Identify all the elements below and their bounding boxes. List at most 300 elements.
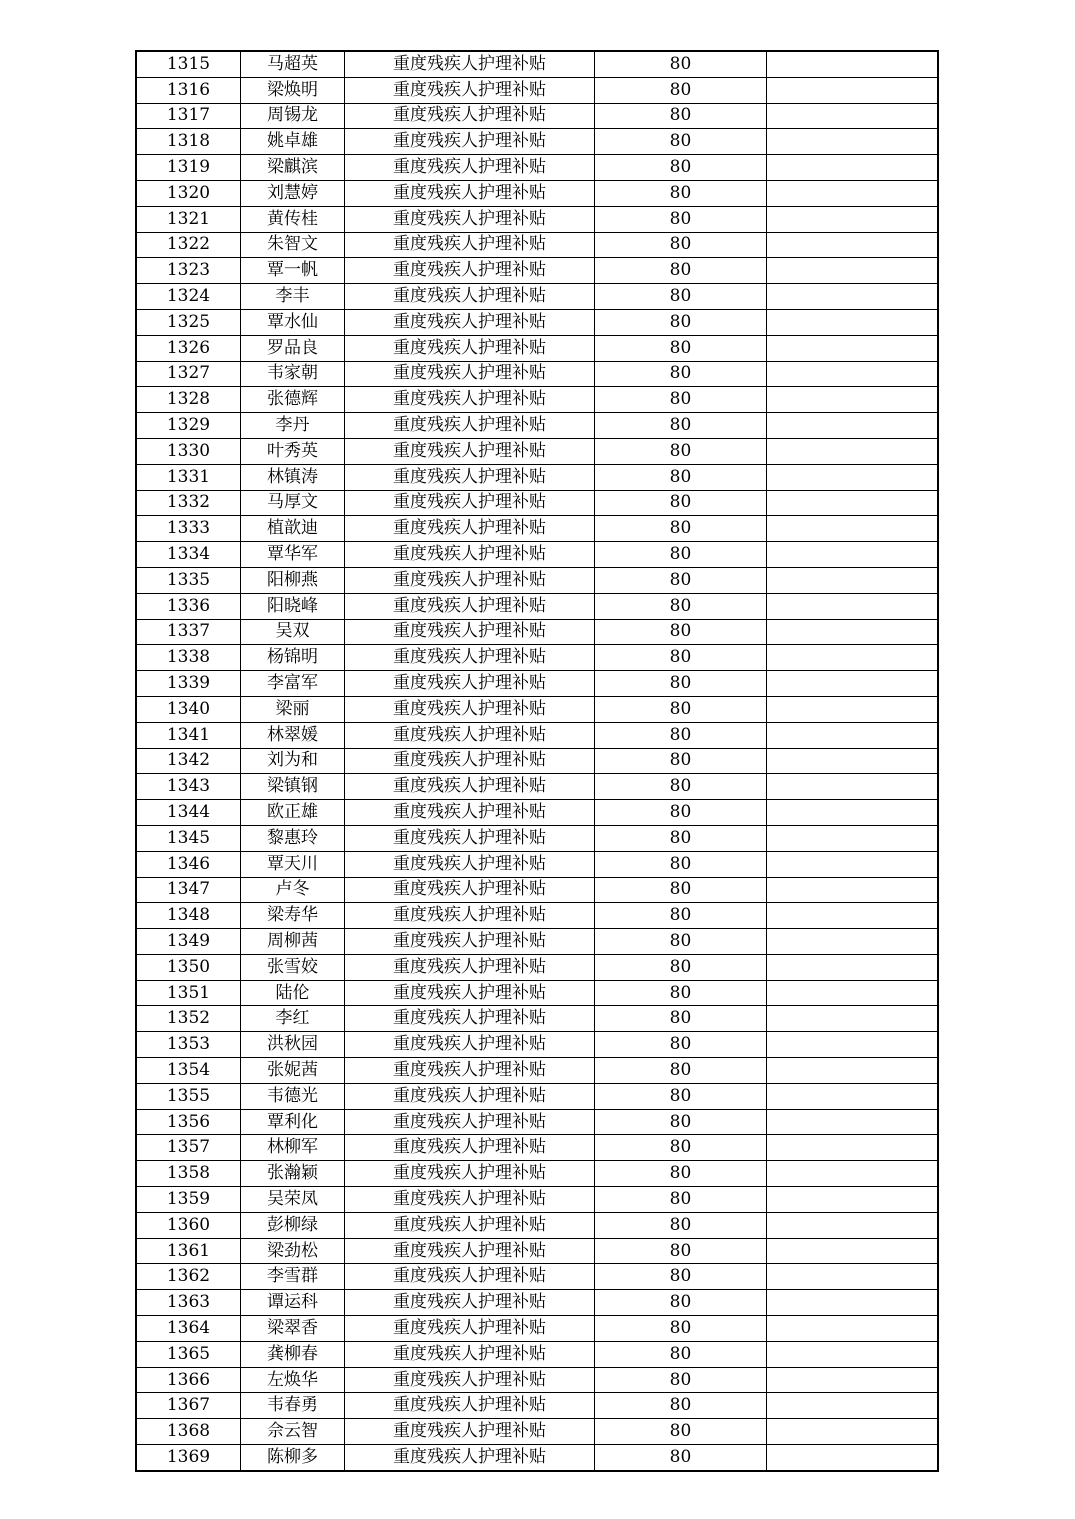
amount-cell: 80 xyxy=(595,619,767,645)
row-number-cell: 1333 xyxy=(136,516,241,542)
row-number-cell: 1338 xyxy=(136,645,241,671)
remark-cell xyxy=(767,1032,939,1058)
person-name-cell: 张德辉 xyxy=(241,387,345,413)
amount-cell: 80 xyxy=(595,954,767,980)
remark-cell xyxy=(767,1006,939,1032)
subsidy-type-cell: 重度残疾人护理补贴 xyxy=(345,645,595,671)
row-number-cell: 1365 xyxy=(136,1341,241,1367)
table-row xyxy=(136,413,938,439)
row-number-cell: 1357 xyxy=(136,1135,241,1161)
row-number-cell: 1348 xyxy=(136,903,241,929)
row-number-cell: 1341 xyxy=(136,722,241,748)
amount-cell: 80 xyxy=(595,1341,767,1367)
row-number-cell: 1324 xyxy=(136,284,241,310)
amount-cell: 80 xyxy=(595,1135,767,1161)
person-name-cell: 林翠媛 xyxy=(241,722,345,748)
row-number-cell: 1347 xyxy=(136,877,241,903)
remark-cell xyxy=(767,929,939,955)
subsidy-type-cell: 重度残疾人护理补贴 xyxy=(345,284,595,310)
table-row xyxy=(136,438,938,464)
subsidy-type-cell: 重度残疾人护理补贴 xyxy=(345,1187,595,1213)
table-row xyxy=(136,1058,938,1084)
table-row xyxy=(136,1445,938,1471)
amount-cell: 80 xyxy=(595,180,767,206)
table-row xyxy=(136,696,938,722)
remark-cell xyxy=(767,387,939,413)
person-name-cell: 洪秋园 xyxy=(241,1032,345,1058)
row-number-cell: 1328 xyxy=(136,387,241,413)
table-row xyxy=(136,1135,938,1161)
amount-cell: 80 xyxy=(595,1006,767,1032)
row-number-cell: 1349 xyxy=(136,929,241,955)
person-name-cell: 梁翠香 xyxy=(241,1316,345,1342)
subsidy-type-cell: 重度残疾人护理补贴 xyxy=(345,774,595,800)
amount-cell: 80 xyxy=(595,361,767,387)
row-number-cell: 1354 xyxy=(136,1058,241,1084)
row-number-cell: 1356 xyxy=(136,1109,241,1135)
row-number-cell: 1361 xyxy=(136,1238,241,1264)
remark-cell xyxy=(767,567,939,593)
table-row xyxy=(136,464,938,490)
remark-cell xyxy=(767,774,939,800)
amount-cell: 80 xyxy=(595,1393,767,1419)
person-name-cell: 梁麒滨 xyxy=(241,155,345,181)
person-name-cell: 梁镇钢 xyxy=(241,774,345,800)
table-row xyxy=(136,567,938,593)
row-number-cell: 1342 xyxy=(136,748,241,774)
table-row xyxy=(136,800,938,826)
subsidy-type-cell: 重度残疾人护理补贴 xyxy=(345,1161,595,1187)
row-number-cell: 1326 xyxy=(136,335,241,361)
row-number-cell: 1316 xyxy=(136,77,241,103)
table-row xyxy=(136,129,938,155)
remark-cell xyxy=(767,1367,939,1393)
subsidy-type-cell: 重度残疾人护理补贴 xyxy=(345,103,595,129)
person-name-cell: 韦家朝 xyxy=(241,361,345,387)
person-name-cell: 梁寿华 xyxy=(241,903,345,929)
row-number-cell: 1317 xyxy=(136,103,241,129)
table-row xyxy=(136,1109,938,1135)
amount-cell: 80 xyxy=(595,1264,767,1290)
amount-cell: 80 xyxy=(595,671,767,697)
amount-cell: 80 xyxy=(595,1161,767,1187)
subsidy-type-cell: 重度残疾人护理补贴 xyxy=(345,180,595,206)
subsidy-type-cell: 重度残疾人护理补贴 xyxy=(345,438,595,464)
subsidy-type-cell: 重度残疾人护理补贴 xyxy=(345,1238,595,1264)
row-number-cell: 1364 xyxy=(136,1316,241,1342)
remark-cell xyxy=(767,413,939,439)
remark-cell xyxy=(767,1419,939,1445)
amount-cell: 80 xyxy=(595,103,767,129)
table-row xyxy=(136,1187,938,1213)
row-number-cell: 1355 xyxy=(136,1083,241,1109)
remark-cell xyxy=(767,1238,939,1264)
amount-cell: 80 xyxy=(595,490,767,516)
remark-cell xyxy=(767,155,939,181)
subsidy-type-cell: 重度残疾人护理补贴 xyxy=(345,155,595,181)
person-name-cell: 吴双 xyxy=(241,619,345,645)
row-number-cell: 1334 xyxy=(136,542,241,568)
table-row xyxy=(136,851,938,877)
subsidy-type-cell: 重度残疾人护理补贴 xyxy=(345,722,595,748)
remark-cell xyxy=(767,1187,939,1213)
amount-cell: 80 xyxy=(595,877,767,903)
remark-cell xyxy=(767,645,939,671)
table-row xyxy=(136,1032,938,1058)
row-number-cell: 1336 xyxy=(136,593,241,619)
subsidy-type-cell: 重度残疾人护理补贴 xyxy=(345,361,595,387)
table-row xyxy=(136,593,938,619)
table-row xyxy=(136,1264,938,1290)
person-name-cell: 韦春勇 xyxy=(241,1393,345,1419)
subsidy-type-cell: 重度残疾人护理补贴 xyxy=(345,1212,595,1238)
subsidy-type-cell: 重度残疾人护理补贴 xyxy=(345,206,595,232)
remark-cell xyxy=(767,77,939,103)
table-row xyxy=(136,155,938,181)
person-name-cell: 覃水仙 xyxy=(241,309,345,335)
table-row xyxy=(136,748,938,774)
subsidy-type-cell: 重度残疾人护理补贴 xyxy=(345,877,595,903)
subsidy-type-cell: 重度残疾人护理补贴 xyxy=(345,929,595,955)
row-number-cell: 1350 xyxy=(136,954,241,980)
remark-cell xyxy=(767,335,939,361)
amount-cell: 80 xyxy=(595,903,767,929)
row-number-cell: 1352 xyxy=(136,1006,241,1032)
table-row xyxy=(136,1161,938,1187)
person-name-cell: 杨锦明 xyxy=(241,645,345,671)
amount-cell: 80 xyxy=(595,206,767,232)
row-number-cell: 1353 xyxy=(136,1032,241,1058)
table-row xyxy=(136,929,938,955)
remark-cell xyxy=(767,490,939,516)
subsidy-roster-table xyxy=(135,50,939,1472)
person-name-cell: 马超英 xyxy=(241,51,345,77)
amount-cell: 80 xyxy=(595,129,767,155)
table-row xyxy=(136,1083,938,1109)
roster-table-body xyxy=(136,51,938,1471)
row-number-cell: 1351 xyxy=(136,980,241,1006)
person-name-cell: 覃天川 xyxy=(241,851,345,877)
remark-cell xyxy=(767,464,939,490)
table-row xyxy=(136,1238,938,1264)
row-number-cell: 1325 xyxy=(136,309,241,335)
remark-cell xyxy=(767,748,939,774)
subsidy-type-cell: 重度残疾人护理补贴 xyxy=(345,954,595,980)
table-row xyxy=(136,103,938,129)
table-row xyxy=(136,51,938,77)
amount-cell: 80 xyxy=(595,1212,767,1238)
amount-cell: 80 xyxy=(595,309,767,335)
row-number-cell: 1337 xyxy=(136,619,241,645)
remark-cell xyxy=(767,696,939,722)
row-number-cell: 1332 xyxy=(136,490,241,516)
row-number-cell: 1321 xyxy=(136,206,241,232)
person-name-cell: 李雪群 xyxy=(241,1264,345,1290)
subsidy-type-cell: 重度残疾人护理补贴 xyxy=(345,387,595,413)
person-name-cell: 林柳军 xyxy=(241,1135,345,1161)
table-row xyxy=(136,1341,938,1367)
person-name-cell: 阳柳燕 xyxy=(241,567,345,593)
row-number-cell: 1346 xyxy=(136,851,241,877)
row-number-cell: 1320 xyxy=(136,180,241,206)
table-row xyxy=(136,1006,938,1032)
amount-cell: 80 xyxy=(595,1419,767,1445)
remark-cell xyxy=(767,1109,939,1135)
remark-cell xyxy=(767,438,939,464)
remark-cell xyxy=(767,1058,939,1084)
row-number-cell: 1323 xyxy=(136,258,241,284)
subsidy-type-cell: 重度残疾人护理补贴 xyxy=(345,1290,595,1316)
row-number-cell: 1343 xyxy=(136,774,241,800)
amount-cell: 80 xyxy=(595,1032,767,1058)
amount-cell: 80 xyxy=(595,593,767,619)
subsidy-type-cell: 重度残疾人护理补贴 xyxy=(345,490,595,516)
table-row xyxy=(136,980,938,1006)
subsidy-type-cell: 重度残疾人护理补贴 xyxy=(345,1135,595,1161)
subsidy-type-cell: 重度残疾人护理补贴 xyxy=(345,1058,595,1084)
table-row xyxy=(136,877,938,903)
person-name-cell: 梁劲松 xyxy=(241,1238,345,1264)
person-name-cell: 李丰 xyxy=(241,284,345,310)
subsidy-type-cell: 重度残疾人护理补贴 xyxy=(345,1264,595,1290)
amount-cell: 80 xyxy=(595,1187,767,1213)
table-row xyxy=(136,722,938,748)
remark-cell xyxy=(767,284,939,310)
table-row xyxy=(136,387,938,413)
remark-cell xyxy=(767,903,939,929)
subsidy-type-cell: 重度残疾人护理补贴 xyxy=(345,567,595,593)
amount-cell: 80 xyxy=(595,774,767,800)
person-name-cell: 刘为和 xyxy=(241,748,345,774)
person-name-cell: 彭柳绿 xyxy=(241,1212,345,1238)
table-row xyxy=(136,1316,938,1342)
row-number-cell: 1329 xyxy=(136,413,241,439)
table-row xyxy=(136,954,938,980)
amount-cell: 80 xyxy=(595,1290,767,1316)
table-row xyxy=(136,645,938,671)
subsidy-type-cell: 重度残疾人护理补贴 xyxy=(345,696,595,722)
amount-cell: 80 xyxy=(595,413,767,439)
remark-cell xyxy=(767,1083,939,1109)
remark-cell xyxy=(767,1212,939,1238)
amount-cell: 80 xyxy=(595,232,767,258)
table-row xyxy=(136,1212,938,1238)
remark-cell xyxy=(767,1290,939,1316)
amount-cell: 80 xyxy=(595,1367,767,1393)
person-name-cell: 梁焕明 xyxy=(241,77,345,103)
subsidy-type-cell: 重度残疾人护理补贴 xyxy=(345,516,595,542)
remark-cell xyxy=(767,1393,939,1419)
subsidy-type-cell: 重度残疾人护理补贴 xyxy=(345,309,595,335)
amount-cell: 80 xyxy=(595,722,767,748)
table-row xyxy=(136,542,938,568)
table-row xyxy=(136,258,938,284)
subsidy-type-cell: 重度残疾人护理补贴 xyxy=(345,1109,595,1135)
subsidy-type-cell: 重度残疾人护理补贴 xyxy=(345,800,595,826)
remark-cell xyxy=(767,722,939,748)
amount-cell: 80 xyxy=(595,800,767,826)
table-row xyxy=(136,335,938,361)
person-name-cell: 张妮茜 xyxy=(241,1058,345,1084)
row-number-cell: 1327 xyxy=(136,361,241,387)
row-number-cell: 1344 xyxy=(136,800,241,826)
row-number-cell: 1330 xyxy=(136,438,241,464)
person-name-cell: 张瀚颖 xyxy=(241,1161,345,1187)
row-number-cell: 1318 xyxy=(136,129,241,155)
remark-cell xyxy=(767,1341,939,1367)
row-number-cell: 1359 xyxy=(136,1187,241,1213)
person-name-cell: 陈柳多 xyxy=(241,1445,345,1471)
remark-cell xyxy=(767,800,939,826)
person-name-cell: 周柳茜 xyxy=(241,929,345,955)
person-name-cell: 朱智文 xyxy=(241,232,345,258)
remark-cell xyxy=(767,258,939,284)
subsidy-type-cell: 重度残疾人护理补贴 xyxy=(345,980,595,1006)
table-row xyxy=(136,1393,938,1419)
row-number-cell: 1358 xyxy=(136,1161,241,1187)
row-number-cell: 1339 xyxy=(136,671,241,697)
row-number-cell: 1345 xyxy=(136,825,241,851)
amount-cell: 80 xyxy=(595,645,767,671)
table-row xyxy=(136,1290,938,1316)
person-name-cell: 叶秀英 xyxy=(241,438,345,464)
amount-cell: 80 xyxy=(595,1445,767,1471)
person-name-cell: 周锡龙 xyxy=(241,103,345,129)
amount-cell: 80 xyxy=(595,516,767,542)
remark-cell xyxy=(767,877,939,903)
subsidy-type-cell: 重度残疾人护理补贴 xyxy=(345,232,595,258)
remark-cell xyxy=(767,180,939,206)
subsidy-type-cell: 重度残疾人护理补贴 xyxy=(345,1393,595,1419)
subsidy-type-cell: 重度残疾人护理补贴 xyxy=(345,1419,595,1445)
amount-cell: 80 xyxy=(595,51,767,77)
subsidy-type-cell: 重度残疾人护理补贴 xyxy=(345,51,595,77)
row-number-cell: 1319 xyxy=(136,155,241,181)
person-name-cell: 覃利化 xyxy=(241,1109,345,1135)
subsidy-type-cell: 重度残疾人护理补贴 xyxy=(345,464,595,490)
amount-cell: 80 xyxy=(595,258,767,284)
subsidy-type-cell: 重度残疾人护理补贴 xyxy=(345,851,595,877)
remark-cell xyxy=(767,1135,939,1161)
remark-cell xyxy=(767,232,939,258)
person-name-cell: 吴荣凤 xyxy=(241,1187,345,1213)
subsidy-type-cell: 重度残疾人护理补贴 xyxy=(345,671,595,697)
person-name-cell: 龚柳春 xyxy=(241,1341,345,1367)
table-row xyxy=(136,77,938,103)
amount-cell: 80 xyxy=(595,1058,767,1084)
remark-cell xyxy=(767,1161,939,1187)
person-name-cell: 李红 xyxy=(241,1006,345,1032)
person-name-cell: 韦德光 xyxy=(241,1083,345,1109)
person-name-cell: 覃华军 xyxy=(241,542,345,568)
row-number-cell: 1368 xyxy=(136,1419,241,1445)
table-row xyxy=(136,619,938,645)
row-number-cell: 1335 xyxy=(136,567,241,593)
row-number-cell: 1322 xyxy=(136,232,241,258)
person-name-cell: 欧正雄 xyxy=(241,800,345,826)
remark-cell xyxy=(767,129,939,155)
amount-cell: 80 xyxy=(595,825,767,851)
subsidy-type-cell: 重度残疾人护理补贴 xyxy=(345,1083,595,1109)
subsidy-type-cell: 重度残疾人护理补贴 xyxy=(345,77,595,103)
remark-cell xyxy=(767,361,939,387)
table-row xyxy=(136,671,938,697)
amount-cell: 80 xyxy=(595,567,767,593)
remark-cell xyxy=(767,1264,939,1290)
subsidy-type-cell: 重度残疾人护理补贴 xyxy=(345,1316,595,1342)
amount-cell: 80 xyxy=(595,1083,767,1109)
table-row xyxy=(136,232,938,258)
person-name-cell: 黎惠玲 xyxy=(241,825,345,851)
subsidy-type-cell: 重度残疾人护理补贴 xyxy=(345,748,595,774)
remark-cell xyxy=(767,103,939,129)
person-name-cell: 刘慧婷 xyxy=(241,180,345,206)
person-name-cell: 覃一帆 xyxy=(241,258,345,284)
table-row xyxy=(136,309,938,335)
amount-cell: 80 xyxy=(595,1238,767,1264)
amount-cell: 80 xyxy=(595,980,767,1006)
person-name-cell: 佘云智 xyxy=(241,1419,345,1445)
row-number-cell: 1366 xyxy=(136,1367,241,1393)
row-number-cell: 1367 xyxy=(136,1393,241,1419)
table-row xyxy=(136,1367,938,1393)
remark-cell xyxy=(767,1316,939,1342)
person-name-cell: 谭运科 xyxy=(241,1290,345,1316)
subsidy-type-cell: 重度残疾人护理补贴 xyxy=(345,593,595,619)
remark-cell xyxy=(767,593,939,619)
remark-cell xyxy=(767,51,939,77)
table-row xyxy=(136,516,938,542)
subsidy-type-cell: 重度残疾人护理补贴 xyxy=(345,903,595,929)
subsidy-type-cell: 重度残疾人护理补贴 xyxy=(345,619,595,645)
table-row xyxy=(136,284,938,310)
amount-cell: 80 xyxy=(595,542,767,568)
amount-cell: 80 xyxy=(595,1316,767,1342)
person-name-cell: 姚卓雄 xyxy=(241,129,345,155)
person-name-cell: 梁丽 xyxy=(241,696,345,722)
person-name-cell: 植歆迪 xyxy=(241,516,345,542)
remark-cell xyxy=(767,671,939,697)
row-number-cell: 1360 xyxy=(136,1212,241,1238)
amount-cell: 80 xyxy=(595,464,767,490)
remark-cell xyxy=(767,619,939,645)
subsidy-type-cell: 重度残疾人护理补贴 xyxy=(345,413,595,439)
remark-cell xyxy=(767,542,939,568)
amount-cell: 80 xyxy=(595,77,767,103)
amount-cell: 80 xyxy=(595,438,767,464)
table-row xyxy=(136,490,938,516)
amount-cell: 80 xyxy=(595,851,767,877)
row-number-cell: 1362 xyxy=(136,1264,241,1290)
row-number-cell: 1369 xyxy=(136,1445,241,1471)
subsidy-type-cell: 重度残疾人护理补贴 xyxy=(345,1367,595,1393)
remark-cell xyxy=(767,206,939,232)
amount-cell: 80 xyxy=(595,696,767,722)
table-row xyxy=(136,361,938,387)
person-name-cell: 左焕华 xyxy=(241,1367,345,1393)
table-row xyxy=(136,1419,938,1445)
table-row xyxy=(136,180,938,206)
person-name-cell: 李丹 xyxy=(241,413,345,439)
row-number-cell: 1315 xyxy=(136,51,241,77)
subsidy-type-cell: 重度残疾人护理补贴 xyxy=(345,1032,595,1058)
amount-cell: 80 xyxy=(595,1109,767,1135)
person-name-cell: 陆伦 xyxy=(241,980,345,1006)
remark-cell xyxy=(767,851,939,877)
subsidy-type-cell: 重度残疾人护理补贴 xyxy=(345,825,595,851)
subsidy-type-cell: 重度残疾人护理补贴 xyxy=(345,1445,595,1471)
amount-cell: 80 xyxy=(595,387,767,413)
